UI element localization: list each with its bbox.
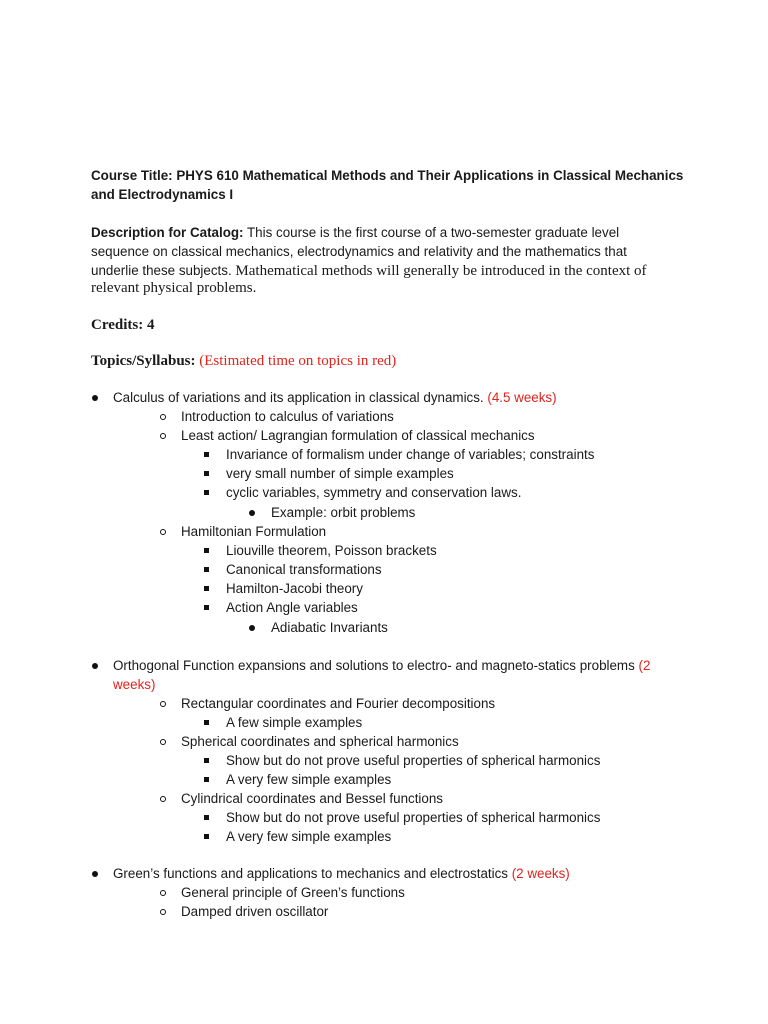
list-item: Canonical transformations bbox=[226, 562, 382, 577]
topics-label: Topics/Syllabus: bbox=[91, 353, 196, 369]
description-line-1: Description for Catalog: This course is the first course of a two-semester graduate level bbox=[91, 225, 620, 240]
bullet-disc-icon bbox=[92, 663, 98, 669]
bullet-circle-icon bbox=[160, 739, 166, 745]
description-line-2: sequence on classical mechanics, electrodynamics and relativity and the mathematics that bbox=[91, 244, 627, 259]
bullet-circle-icon bbox=[160, 909, 166, 915]
list-item: Example: orbit problems bbox=[271, 505, 416, 520]
list-item: Introduction to calculus of variations bbox=[181, 409, 394, 424]
description-line-3: underlie these subjects. Mathematical methods will generally be introduced in the context of bbox=[91, 263, 647, 279]
section2-title: Orthogonal Function expansions and solutions to electro- and magneto-statics problems (2 bbox=[113, 658, 651, 673]
course-title-label: Course Title: bbox=[91, 168, 173, 183]
bullet-square-icon bbox=[204, 720, 209, 725]
list-item: A very few simple examples bbox=[226, 772, 392, 787]
bullet-square-icon bbox=[204, 548, 209, 553]
list-item: Spherical coordinates and spherical harmonics bbox=[181, 734, 459, 749]
list-item: Rectangular coordinates and Fourier decompositions bbox=[181, 696, 496, 711]
course-title-text: PHYS 610 Mathematical Methods and Their Applications in Classical Mechanics bbox=[172, 168, 684, 183]
bullet-disc-icon bbox=[249, 625, 255, 631]
bullet-square-icon bbox=[204, 834, 209, 839]
list-item: Damped driven oscillator bbox=[181, 904, 329, 919]
bullet-disc-icon bbox=[92, 871, 98, 877]
bullet-square-icon bbox=[204, 452, 209, 457]
list-item: Cylindrical coordinates and Bessel functions bbox=[181, 791, 444, 806]
list-item: Liouville theorem, Poisson brackets bbox=[226, 543, 437, 558]
section2-time-cont: weeks) bbox=[113, 677, 156, 692]
bullet-square-icon bbox=[204, 567, 209, 572]
list-item: Show but do not prove useful properties of spherical harmonics bbox=[226, 810, 601, 825]
bullet-circle-icon bbox=[160, 414, 166, 420]
bullet-circle-icon bbox=[160, 890, 166, 896]
topics-note: (Estimated time on topics in red) bbox=[195, 353, 397, 369]
topics-heading bbox=[91, 352, 396, 371]
course-title-line-1 bbox=[91, 166, 683, 185]
bullet-circle-icon bbox=[160, 796, 166, 802]
bullet-square-icon bbox=[204, 471, 209, 476]
section2-time: (2 bbox=[634, 658, 651, 673]
credits: Credits: 4 bbox=[91, 317, 155, 333]
section3-title: Green’s functions and applications to mechanics and electrostatics (2 weeks) bbox=[113, 866, 570, 881]
bullet-disc-icon bbox=[249, 510, 255, 516]
list-item: A few simple examples bbox=[226, 715, 363, 730]
bullet-square-icon bbox=[204, 758, 209, 763]
list-item: A very few simple examples bbox=[226, 829, 392, 844]
list-item: General principle of Green’s functions bbox=[181, 885, 405, 900]
list-item: Hamiltonian Formulation bbox=[181, 524, 327, 539]
description-label: Description for Catalog: bbox=[91, 225, 244, 240]
section1-title: Calculus of variations and its application in classical dynamics. (4.5 weeks) bbox=[113, 390, 557, 405]
bullet-square-icon bbox=[204, 815, 209, 820]
bullet-circle-icon bbox=[160, 529, 166, 535]
course-title-line-2: and Electrodynamics I bbox=[91, 187, 234, 202]
bullet-square-icon bbox=[204, 777, 209, 782]
section1-time: (4.5 weeks) bbox=[483, 390, 557, 405]
list-item: cyclic variables, symmetry and conservation laws. bbox=[226, 485, 522, 500]
description-line-4: relevant physical problems. bbox=[91, 280, 257, 296]
list-item: Show but do not prove useful properties of spherical harmonics bbox=[226, 753, 601, 768]
list-item: Invariance of formalism under change of variables; constraints bbox=[226, 447, 595, 462]
bullet-square-icon bbox=[204, 586, 209, 591]
list-item: Adiabatic Invariants bbox=[271, 620, 388, 635]
bullet-square-icon bbox=[204, 490, 209, 495]
bullet-square-icon bbox=[204, 605, 209, 610]
bullet-circle-icon bbox=[160, 433, 166, 439]
list-item: Hamilton-Jacobi theory bbox=[226, 581, 363, 596]
bullet-disc-icon bbox=[92, 395, 98, 401]
bullet-circle-icon bbox=[160, 701, 166, 707]
section3-time: (2 weeks) bbox=[508, 866, 570, 881]
list-item: very small number of simple examples bbox=[226, 466, 454, 481]
list-item: Action Angle variables bbox=[226, 600, 358, 615]
list-item: Least action/ Lagrangian formulation of classical mechanics bbox=[181, 428, 535, 443]
